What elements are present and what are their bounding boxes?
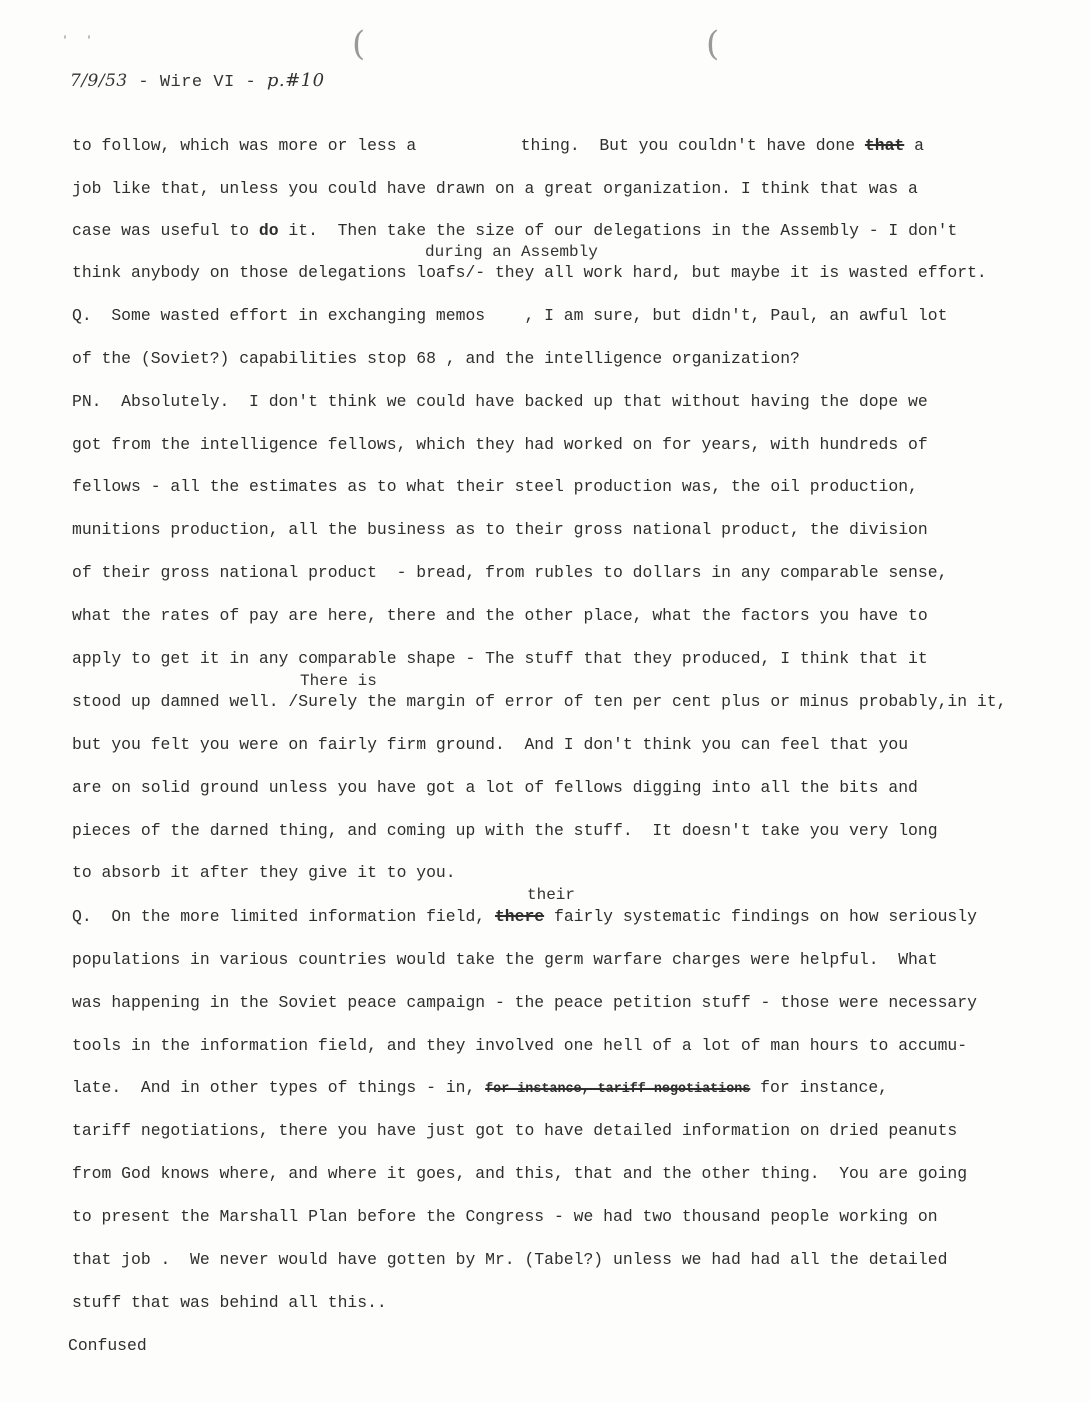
text-line — [72, 907, 977, 927]
right-parenthesis-mark: ( — [706, 24, 720, 64]
text-line: apply to get it in any comparable shape - The stuff that they produced, I think that it — [72, 649, 928, 668]
text-line: stood up damned well. /Surely the margin of error of ten per cent plus or minus probably,in it, — [72, 692, 1007, 711]
text-line: of their gross national product - bread, from rubles to dollars in any comparable sense, — [72, 563, 948, 582]
text-line: that job . We never would have gotten by Mr. (Tabel?) unless we had had all the detailed — [72, 1250, 948, 1269]
header-page-number: p.#10 — [266, 70, 325, 91]
text-segment: late. And in other types of things - in, — [72, 1078, 486, 1097]
text-line: of the (Soviet?) capabilities stop 68 , and the intelligence organization? — [72, 349, 800, 368]
text-line: tariff negotiations, there you have just got to have detailed information on dried peanuts — [72, 1121, 958, 1140]
paper-specks: ' ' — [62, 36, 99, 47]
header-separator: - — [127, 73, 160, 92]
text-line: what the rates of pay are here, there and the other place, what the factors you have to — [72, 606, 928, 625]
text-line — [72, 136, 924, 156]
text-line: populations in various countries would take the germ warfare charges were helpful. What — [72, 950, 938, 969]
text-line: tools in the information field, and they involved one hell of a lot of man hours to accumu- — [72, 1036, 968, 1055]
text-line: stuff that was behind all this.. — [72, 1293, 387, 1312]
page-header — [70, 70, 325, 92]
text-line: pieces of the darned thing, and coming up with the stuff. It doesn't take you very long — [72, 821, 938, 840]
text-line: but you felt you were on fairly firm ground. And I don't think you can feel that you — [72, 735, 909, 754]
text-line: munitions production, all the business as to their gross national product, the division — [72, 520, 928, 539]
text-segment: case was useful to — [72, 221, 259, 240]
text-segment: to follow, which was more or less a — [72, 136, 417, 155]
text-segment: it. Then take the size of our delegations in the Assembly - I don't — [278, 221, 958, 240]
text-line: was happening in the Soviet peace campaign - the peace petition stuff - those were necessary — [72, 993, 977, 1012]
text-line: PN. Absolutely. I don't think we could have backed up that without having the dope we — [72, 392, 928, 411]
interlinear-insertion: There is — [300, 672, 377, 690]
header-separator: - — [234, 73, 267, 92]
overtyped-word: do — [258, 221, 279, 240]
text-segment: Q. On the more limited information field, — [72, 907, 495, 926]
text-segment: fairly systematic findings on how seriously — [544, 907, 977, 926]
left-parenthesis-mark: ( — [352, 24, 366, 64]
text-line: got from the intelligence fellows, which they had worked on for years, with hundreds of — [72, 435, 928, 454]
text-line: Confused — [68, 1336, 147, 1355]
text-segment: thing. But you couldn't have done — [520, 136, 865, 155]
header-wire: Wire VI — [159, 73, 235, 92]
interlinear-insertion: during an Assembly — [425, 243, 598, 261]
header-date: 7/9/53 — [70, 71, 128, 91]
struck-word: that — [864, 136, 905, 155]
struck-phrase: for instance, tariff negotiations — [485, 1082, 751, 1097]
text-segment: a — [904, 136, 924, 155]
text-line: Q. Some wasted effort in exchanging memos , I am sure, but didn't, Paul, an awful lot — [72, 306, 948, 325]
text-line: are on solid ground unless you have got a lot of fellows digging into all the bits and — [72, 778, 918, 797]
text-line: to absorb it after they give it to you. — [72, 863, 456, 882]
text-line: job like that, unless you could have drawn on a great organization. I think that was a — [72, 179, 918, 198]
interlinear-insertion: their — [527, 886, 576, 904]
text-line: think anybody on those delegations loafs/- they all work hard, but maybe it is wasted effort. — [72, 263, 987, 282]
text-line — [72, 1078, 888, 1100]
text-line: fellows - all the estimates as to what their steel production was, the oil production, — [72, 477, 918, 496]
text-line: from God knows where, and where it goes, and this, that and the other thing. You are going — [72, 1164, 968, 1183]
blank-gap — [416, 136, 514, 155]
struck-word: there — [494, 907, 545, 926]
text-line — [72, 221, 957, 241]
text-segment: for instance, — [750, 1078, 889, 1097]
text-line: to present the Marshall Plan before the Congress - we had two thousand people working on — [72, 1207, 938, 1226]
